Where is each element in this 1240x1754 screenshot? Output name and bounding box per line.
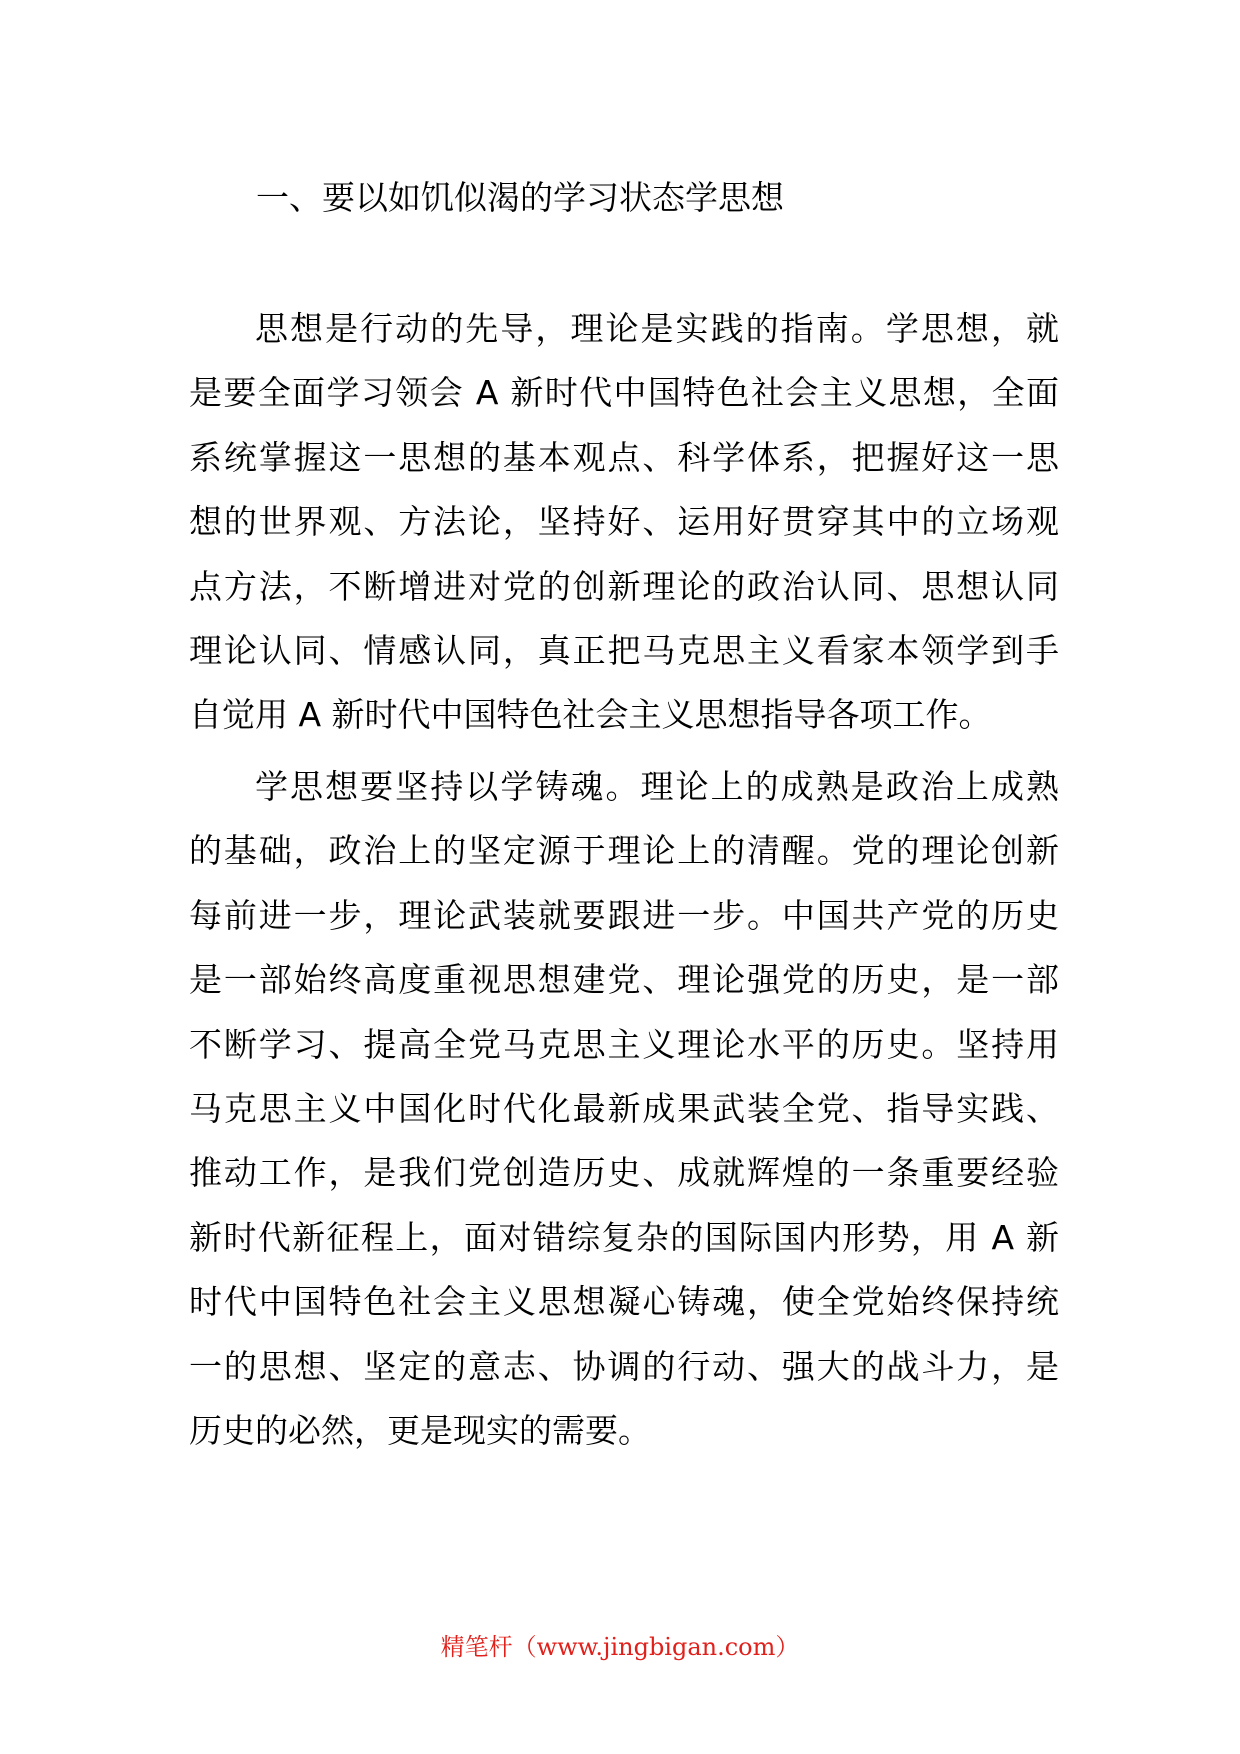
paragraph-line: 自觉用 A 新时代中国特色社会主义思想指导各项工作。 <box>189 695 992 735</box>
paragraph-1 <box>189 297 1059 748</box>
paragraph-line: 历史的必然，更是现实的需要。 <box>189 1410 651 1450</box>
paragraph-line: 思想是行动的先导，理论是实践的指南。学思想，就 <box>255 309 1059 348</box>
paragraph-line: 不断学习、提高全党马克思主义理论水平的历史。坚持用 <box>189 1024 1059 1064</box>
paragraph-line: 推动工作，是我们党创造历史、成就辉煌的一条重要经验 <box>189 1153 1059 1193</box>
paragraph-line: 是要全面学习领会 A 新时代中国特色社会主义思想，全面 <box>189 373 1059 413</box>
section-heading: 一、要以如饥似渴的学习状态学思想 <box>256 178 784 217</box>
paragraph-2 <box>189 755 1059 1463</box>
paragraph-line: 是一部始终高度重视思想建党、理论强党的历史，是一部 <box>189 960 1059 1000</box>
paragraph-line: 一的思想、坚定的意志、协调的行动、强大的战斗力，是 <box>189 1346 1059 1386</box>
paragraph-line: 理论认同、情感认同，真正把马克思主义看家本领学到手 <box>189 630 1059 670</box>
paragraph-line: 学思想要坚持以学铸魂。理论上的成熟是政治上成熟 <box>255 767 1059 806</box>
paragraph-line: 新时代新征程上，面对错综复杂的国际国内形势，用 A 新 <box>189 1217 1059 1257</box>
paragraph-line: 的基础，政治上的坚定源于理论上的清醒。党的理论创新 <box>189 831 1059 871</box>
paragraph-line: 点方法，不断增进对党的创新理论的政治认同、思想认同 <box>189 566 1059 606</box>
paragraph-line: 想的世界观、方法论，坚持好、运用好贯穿其中的立场观 <box>189 502 1059 542</box>
paragraph-line: 马克思主义中国化时代化最新成果武装全党、指导实践、 <box>189 1088 1059 1128</box>
paragraph-line: 系统掌握这一思想的基本观点、科学体系，把握好这一思 <box>189 437 1059 477</box>
paragraph-line: 时代中国特色社会主义思想凝心铸魂，使全党始终保持统 <box>189 1282 1059 1322</box>
paragraph-line: 每前进一步，理论武装就要跟进一步。中国共产党的历史 <box>189 895 1059 935</box>
footer-watermark-link[interactable]: 精笔杆（www.jingbigan.com） <box>440 1633 800 1661</box>
